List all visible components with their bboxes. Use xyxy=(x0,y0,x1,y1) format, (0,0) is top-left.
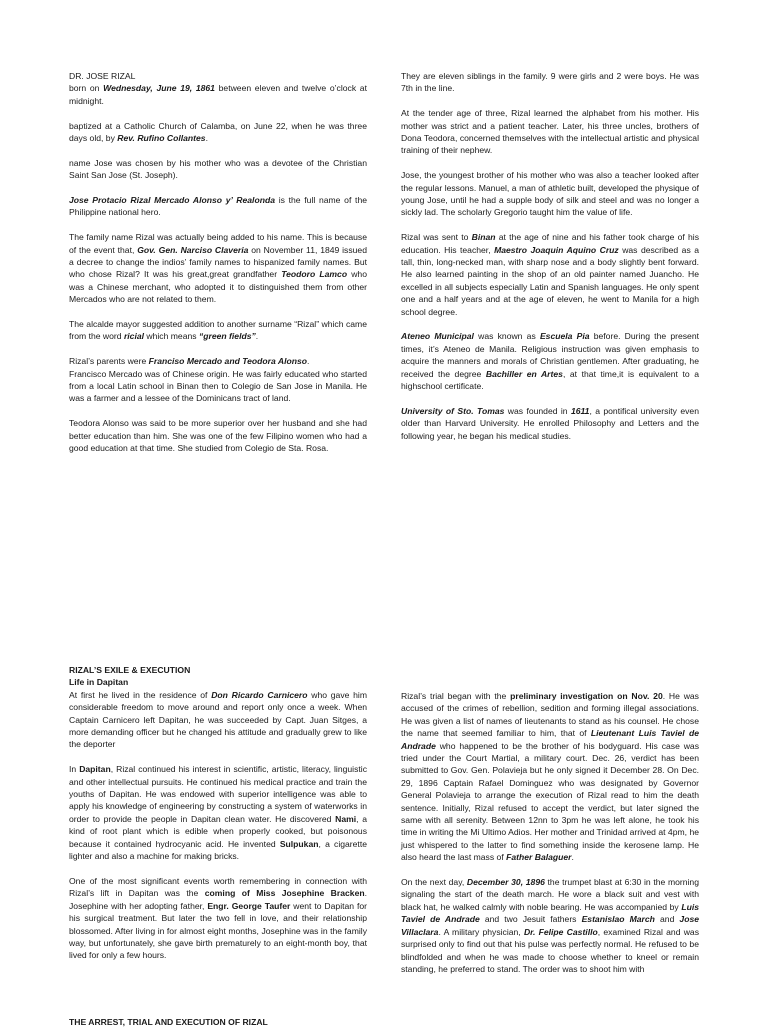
text-run: and two Jesuit fathers xyxy=(479,914,582,925)
cut-heading: THE ARREST, TRIAL AND EXECUTION OF RIZAL xyxy=(69,1017,268,1027)
text-run: Franciso Mercado and Teodora Alonso xyxy=(148,356,307,367)
paragraph xyxy=(401,690,699,864)
text-run: between eleven and twelve o’clock at midnight. xyxy=(69,83,367,106)
text-run: is the full name of the Philippine national hero. xyxy=(69,195,368,218)
text-run: , Rizal continued his interest in scientific, artistic, literacy, linguistic and other intellectual pursuits. He continued his medical practice and train the youths of Dapitan. He was endowed with superior intelligence was able to apply his knowledge of engineering by constructing a system of waterworks in order to provide the people in Dapitan clean water. He discovered xyxy=(69,764,367,824)
text-run: Sulpukan xyxy=(279,838,319,849)
text-run: Engr. George Taufer xyxy=(207,900,291,911)
paragraph xyxy=(401,70,699,95)
text-run: . He was accused of the crimes of rebellion, sedition and forming illegal associations. He was given a list of names of lieutenants to stand as his counsel. He chose the name that seemed familiar to him, that of xyxy=(401,691,699,739)
paragraph xyxy=(401,169,699,219)
text-run: Dapitan xyxy=(79,764,111,775)
text-run: , at that time,it is equivalent to a highschool certificate. xyxy=(401,368,699,392)
text-run: On the next day, xyxy=(401,877,467,888)
text-run: Jose, the youngest brother of his mother who was also a teacher looked after the regular lessons. Manuel, a man of athletic built, developed the physique of young Jose, until he had a supple body of silk and steel and was no longer a sickly lad. The scholarly Gregorio taught him the value of life. xyxy=(401,170,699,218)
text-run: baptized at a Catholic Church of Calamba, on June 22, when he was three days old, by xyxy=(69,120,367,144)
text-run: December 30, 1896 xyxy=(466,877,545,888)
text-run: on November 11, 1849 issued a decree to change the indios’ family names to hispanized family names. But who chose Rizal? It was his great,great grandfather xyxy=(69,244,367,280)
text-run: Nami xyxy=(335,813,357,824)
paragraph xyxy=(69,875,367,962)
text-run: Bachiller en Artes xyxy=(485,368,563,379)
text-run: preliminary investigation on Nov. 20 xyxy=(510,691,663,701)
text-run: name Jose was chosen by his mother who was a devotee of the Christian Saint San Jose (St. Joseph). xyxy=(69,157,367,181)
section-heading: RIZAL’S EXILE & EXECUTION xyxy=(69,665,191,675)
page1-left-column xyxy=(69,70,367,467)
text-run: born on xyxy=(69,83,104,94)
text-run: Teodoro Lamco xyxy=(281,269,348,280)
text-run: ricial xyxy=(123,331,145,342)
text-run: Luis Taviel de Andrade xyxy=(401,901,699,925)
text-run: the trumpet blast at 6:30 in the morning signaling the start of the death march. He wore a black suit and vest with black hat, he walked calmly with noble bearing. He was accompanied by xyxy=(401,877,699,912)
page1-right-column xyxy=(401,70,699,455)
text-run: at the age of nine and his father took charge of his education. His teacher, xyxy=(401,232,699,255)
text-run: Binan xyxy=(471,232,496,243)
text-run: who gave him considerable freedom to move around and report only once a week. When Captain Carnicero left Dapitan, he was succeeded by Capt. Juan Sitges, a more demanding officer but he changed his attitude and gradually grew to like the deporter xyxy=(69,689,367,750)
text-run: and xyxy=(654,914,680,925)
text-run: At the tender age of three, Rizal learned the alphabet from his mother. His mother was strict and a patient teacher. Later, his three uncles, brothers of Dona Teodora, concerned themselves with the intellectual artistic and physical training of their nephew. xyxy=(401,108,699,156)
paragraph xyxy=(69,417,367,454)
text-run: who happened to be the brother of his bodyguard. His case was tried under the Court Martial, a military court. Dec. 26, verdict has been submitted to Gov. Gen. Polavieja but he only signed it December 28. On Dec. 29, 1896 Captain Rafael Dominguez who was designated by Governor General Polavieja to arrange the execution of Rizal read to him the death sentence. Initially, Rizal refused to accept the verdict, but later signed the same with all serenity. Between 12nn to 3pm he was left alone, he took his time in writing the Mi Ultimo Adios. Her mother and Trinidad arrived at 4pm, he just whispered to the latter to find something inside the kerosene lamp. He also heard the last mass of xyxy=(401,740,699,863)
paragraph xyxy=(69,763,367,862)
paragraph xyxy=(69,120,367,145)
paragraph xyxy=(69,70,367,107)
text-run: Rev. Rufino Collantes xyxy=(117,133,206,144)
text-run: Maestro Joaquin Aquino Cruz xyxy=(494,244,619,255)
text-run: Rizal’s parents were xyxy=(69,356,149,367)
text-run: Rizal’s trial began with the xyxy=(401,691,511,701)
text-run: . xyxy=(205,133,208,144)
text-run: Jose Villaclara xyxy=(401,914,700,937)
text-run: Teodora Alonso was said to be more superior over her husband and she had better education than him. She was one of the few Filipino women who had a good education at that time. She studied from Colegio de Sta. Rosa. xyxy=(69,418,367,454)
paragraph xyxy=(69,318,367,343)
section-subheading: Life in Dapitan xyxy=(69,677,129,688)
text-run: The alcalde mayor suggested addition to another surname “Rizal” which came from the word xyxy=(69,319,367,342)
paragraph xyxy=(69,194,367,219)
text-run: coming of Miss Josephine Bracken xyxy=(204,888,365,899)
paragraph xyxy=(69,689,367,751)
text-run: , examined Rizal and was surprised only to find out that his pulse was perfectly normal. He refused to be blindfolded and when he was made to choose whether to kneel or remain standing, he preferred to stand. The order was to shoot him with xyxy=(401,926,699,974)
text-run: Don Ricardo Carnicero xyxy=(211,689,308,700)
text-run: who was a Chinese merchant, who adopted it to distinguished them from other Mercados who are not related to them. xyxy=(69,269,367,305)
text-run: Dr. Felipe Castillo xyxy=(523,926,598,937)
text-run: Lieutenant Luis Taviel de Andrade xyxy=(401,728,699,751)
text-run: , a pontifical university even older than Harvard University. He enrolled Philosophy and Letters and the following year, he began his medical studies. xyxy=(401,405,699,441)
text-run: Jose Protacio Rizal Mercado Alonso y’ Realonda xyxy=(69,195,275,206)
text-run: Francisco Mercado was of Chinese origin. He was fairly educated who started from a local Latin school in Binan then to Colegio de San Jose in Manila. He was a farmer and a lessee of the Dominicans tract of land. xyxy=(69,368,367,404)
text-run: University of Sto. Tomas xyxy=(401,405,505,416)
text-run: One of the most significant events worth remembering in connection with Rizal’s lift in Dapitan was the xyxy=(69,875,367,899)
paragraph xyxy=(69,231,367,305)
text-run: They are eleven siblings in the family. 9 were girls and 2 were boys. He was 7th in the line. xyxy=(401,71,699,94)
paragraph xyxy=(401,876,699,975)
text-run: . xyxy=(306,356,310,367)
text-run: . xyxy=(255,331,259,342)
text-run: Father Balaguer xyxy=(506,852,572,863)
text-run: Gov. Gen. Narciso Claveria xyxy=(137,244,249,255)
paragraph xyxy=(69,157,367,182)
text-run: . Josephine with her adopting father, xyxy=(69,888,367,911)
page2-left-column xyxy=(69,664,367,974)
text-run: which means xyxy=(144,331,199,342)
text-run: At first he lived in the residence of xyxy=(69,689,212,700)
paragraph xyxy=(401,107,699,157)
text-run: . A military physician, xyxy=(438,926,524,937)
text-run: Wednesday, June 19, 1861 xyxy=(103,83,215,94)
text-run: “green fields” xyxy=(198,331,256,342)
paragraph xyxy=(401,330,699,392)
text-run: , a cigarette lighter and also a machine for making bricks. xyxy=(69,838,367,862)
text-run: was described as a tall, thin, long-necked man, with sharp nose and a body slightly bent forward. He also learned painting in the shop of an old painter named Juancho. He excelled in all subjects especially Latin and Spanish languages. He only spent one and a half years and at the age of eleven, he went to Manila for a high school degree. xyxy=(401,244,700,317)
text-run: Ateneo Municipal xyxy=(401,331,474,342)
text-run: before. During the present times, it’s Ateneo de Manila. Religious instruction was given emphasis to acquire the manners and morals of Christian gentlemen. After graduating, he received the degree xyxy=(401,331,699,379)
text-run: The family name Rizal was actually being added to his name. This is because of the event that, xyxy=(69,232,367,255)
page2-left-paragraphs xyxy=(69,689,367,962)
text-run: went to Dapitan for his surgical treatment. But later the two fell in love, and their relationship blossomed. After living in for almost eight months, Josephine was in the family way, but unfortunately, she gave birth prematurely to an eight-month boy, that lived for only a few hours. xyxy=(69,900,367,961)
text-run: Escuela Pia xyxy=(539,331,590,342)
text-run: was founded in xyxy=(504,405,571,416)
text-run: DR. JOSE RIZAL xyxy=(69,71,136,81)
text-run: . xyxy=(571,852,574,863)
text-run: 1611 xyxy=(570,405,590,416)
paragraph xyxy=(69,355,367,405)
text-run: , a kind of root plant which is edible when properly cooked, but poisonous because it contained hydrocyanic acid. He invented xyxy=(69,813,367,849)
text-run: was known as xyxy=(473,331,540,342)
text-run: Rizal was sent to xyxy=(401,232,472,243)
paragraph xyxy=(401,231,699,318)
page2-right-column xyxy=(401,690,699,988)
paragraph xyxy=(401,405,699,442)
text-run: Estanislao March xyxy=(581,914,655,925)
text-run: In xyxy=(69,764,80,775)
